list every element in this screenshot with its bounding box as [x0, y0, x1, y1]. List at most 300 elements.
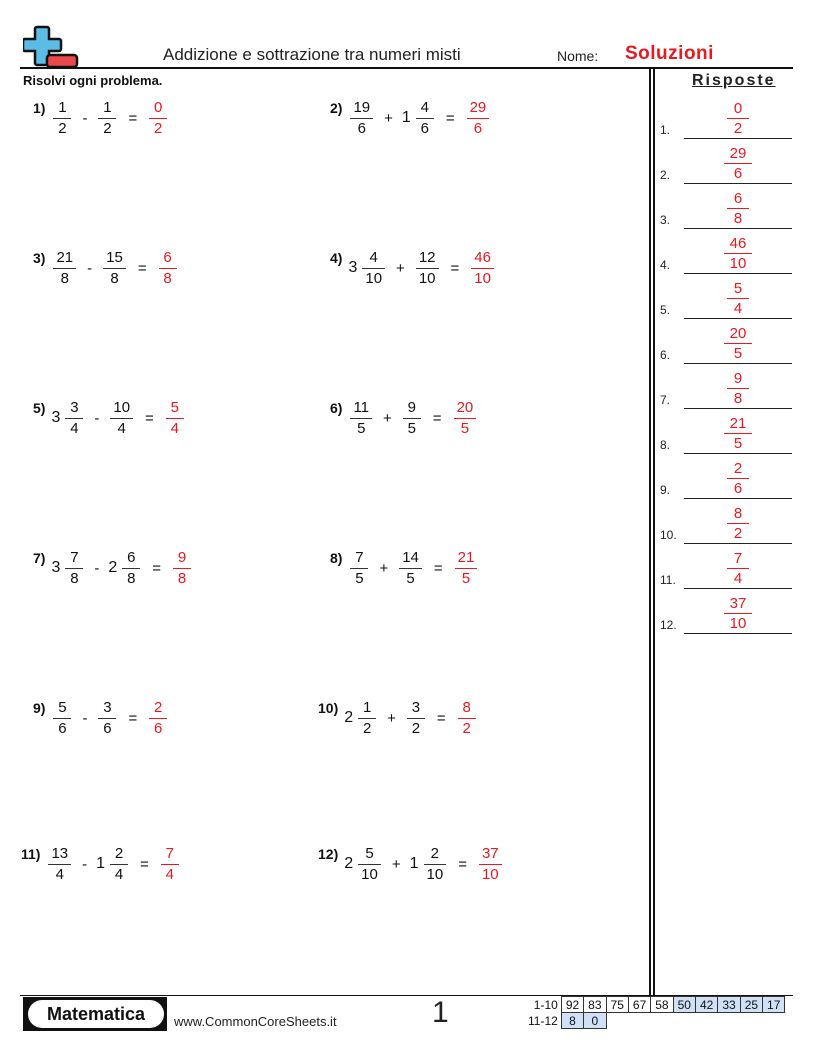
denominator: 10: [418, 269, 436, 287]
numerator: 37: [729, 595, 747, 612]
operator: -: [82, 109, 88, 127]
answer-row-8: [660, 409, 792, 454]
numerator: 4: [369, 248, 378, 266]
score-row: [524, 1013, 785, 1029]
numerator: 6: [733, 190, 743, 207]
numerator: 3: [70, 398, 79, 416]
fraction-bar: [53, 268, 76, 269]
answer-row-11: [660, 544, 792, 589]
numerator: 29: [729, 145, 747, 162]
denominator: 6: [154, 719, 163, 737]
numerator: 0: [154, 98, 163, 116]
denominator: 5: [407, 419, 416, 437]
denominator: 6: [58, 719, 67, 737]
fraction-bar: [161, 864, 179, 865]
denominator: 5: [460, 419, 470, 437]
equals-sign: =: [140, 855, 149, 873]
problem-2: [330, 96, 491, 140]
numerator: 3: [411, 698, 421, 716]
score-cell-empty: [740, 1013, 762, 1029]
denominator: 10: [481, 865, 499, 883]
equals-sign: =: [433, 559, 443, 577]
numerator: 3: [103, 698, 112, 716]
operator: -: [82, 855, 88, 873]
column-divider: [653, 68, 655, 996]
header-divider: [20, 67, 793, 69]
equals-sign: =: [450, 259, 460, 277]
problem-3: [33, 246, 179, 290]
numerator: 21: [56, 248, 74, 266]
answer-row-4: [660, 229, 792, 274]
mixed-number: [108, 399, 135, 438]
answer-row-3: [660, 184, 792, 229]
operator: +: [387, 709, 396, 727]
fraction-bar: [149, 118, 167, 119]
answer-row-5: [660, 274, 792, 319]
whole-part: 3: [51, 409, 61, 426]
answer: [147, 699, 169, 738]
score-cell-empty: [763, 1013, 785, 1029]
column-divider: [649, 68, 651, 996]
answer: [452, 399, 479, 438]
operator: +: [384, 109, 393, 127]
fraction: [362, 249, 385, 288]
mixed-number: [414, 249, 441, 288]
numerator: 13: [51, 844, 69, 862]
denominator: 2: [462, 719, 471, 737]
score-cell: 25: [740, 997, 762, 1013]
name-value: Soluzioni: [625, 43, 714, 64]
problem-5: [33, 396, 186, 440]
problem-number: 1): [33, 100, 46, 116]
answer-label: 10.: [660, 528, 677, 542]
problem-number: 9): [33, 700, 46, 716]
numerator: 9: [407, 398, 416, 416]
denominator: 8: [733, 390, 743, 407]
problem-9: [33, 696, 169, 740]
numerator: 11: [353, 398, 370, 416]
denominator: 2: [733, 120, 743, 137]
score-cell: 33: [718, 997, 740, 1013]
score-cell: 67: [628, 997, 650, 1013]
score-cell: 58: [651, 997, 673, 1013]
fraction-bar: [727, 568, 749, 569]
answer-row-2: [660, 139, 792, 184]
numerator: 0: [733, 100, 743, 117]
denominator: 10: [361, 865, 378, 883]
fraction: [350, 399, 372, 438]
denominator: 4: [165, 865, 174, 883]
problem-number: 2): [330, 100, 343, 116]
score-cell: 0: [584, 1013, 606, 1029]
equals-sign: =: [137, 259, 147, 277]
answer-fraction: [715, 190, 761, 227]
fraction-bar: [727, 208, 749, 209]
denominator: 8: [733, 210, 743, 227]
fraction: [358, 845, 381, 884]
numerator: 20: [729, 325, 747, 342]
score-cell-empty: [606, 1013, 628, 1029]
fraction-bar: [399, 568, 422, 569]
score-cell: 92: [561, 997, 583, 1013]
answer-row-7: [660, 364, 792, 409]
answer-fraction: [715, 100, 761, 137]
answer-label: 12.: [660, 618, 677, 632]
fraction: [479, 845, 502, 884]
answer-fraction: [715, 280, 761, 317]
fraction-bar: [53, 118, 71, 119]
fraction-bar: [424, 864, 447, 865]
numerator: 46: [474, 248, 491, 266]
score-cell: 17: [763, 997, 785, 1013]
numerator: 5: [170, 398, 179, 416]
numerator: 9: [733, 370, 743, 387]
problem-number: 4): [330, 250, 343, 266]
denominator: 4: [170, 419, 179, 437]
fraction: [467, 99, 490, 138]
fraction-bar: [98, 718, 116, 719]
fraction-bar: [65, 568, 83, 569]
fraction: [103, 249, 126, 288]
fraction: [454, 399, 477, 438]
fraction: [416, 249, 439, 288]
fraction-bar: [173, 568, 191, 569]
answer: [456, 699, 478, 738]
denominator: 6: [420, 119, 429, 137]
name-label: Nome:: [557, 48, 599, 64]
answer-label: 11.: [660, 573, 676, 587]
answer-label: 5.: [660, 303, 671, 317]
denominator: 8: [163, 269, 172, 287]
numerator: 7: [165, 844, 174, 862]
denominator: 4: [55, 865, 64, 883]
numerator: 2: [430, 844, 440, 862]
denominator: 5: [355, 569, 364, 587]
answer-fraction: [715, 235, 761, 272]
score-cell-empty: [628, 1013, 650, 1029]
mixed-number: [348, 249, 387, 288]
fraction-bar: [358, 864, 381, 865]
operator: +: [396, 259, 405, 277]
denominator: 10: [474, 269, 491, 287]
numerator: 7: [355, 548, 364, 566]
fraction-bar: [166, 418, 184, 419]
denominator: 5: [733, 345, 743, 362]
fraction-bar: [724, 613, 752, 614]
numerator: 7: [70, 548, 79, 566]
mixed-number: [348, 399, 374, 438]
numerator: 20: [456, 398, 474, 416]
denominator: 4: [114, 865, 124, 883]
brand-badge: Matematica: [28, 1000, 164, 1028]
fraction-bar: [416, 268, 439, 269]
fraction: [98, 699, 116, 738]
numerator: 9: [177, 548, 187, 566]
whole-part: 2: [344, 855, 354, 872]
fraction-bar: [350, 418, 372, 419]
fraction-bar: [65, 418, 83, 419]
answer-label: 8.: [660, 438, 671, 452]
operator: +: [383, 409, 392, 427]
answer-label: 7.: [660, 393, 671, 407]
denominator: 8: [177, 569, 187, 587]
answer-fraction: [715, 460, 761, 497]
page-number: 1: [432, 996, 449, 1029]
numerator: 15: [106, 248, 123, 266]
mixed-number: [51, 249, 78, 288]
fraction: [416, 99, 434, 138]
operator: +: [391, 855, 401, 873]
answer-fraction: [715, 325, 761, 362]
fraction: [350, 99, 373, 138]
score-cell: 8: [561, 1013, 583, 1029]
denominator: 6: [733, 165, 743, 182]
denominator: 2: [733, 525, 743, 542]
mixed-number: [101, 249, 128, 288]
fraction: [161, 845, 179, 884]
mixed-number: [96, 99, 118, 138]
equals-sign: =: [445, 109, 455, 127]
score-range-label: 11-12: [528, 1013, 558, 1028]
equals-sign: =: [152, 559, 162, 577]
fraction-bar: [110, 864, 128, 865]
answer-row-10: [660, 499, 792, 544]
numerator: 6: [127, 548, 136, 566]
fraction-bar: [122, 568, 140, 569]
fraction-bar: [727, 118, 749, 119]
numerator: 5: [58, 698, 67, 716]
problem-number: 11): [21, 846, 41, 862]
mixed-number: [402, 99, 436, 138]
numerator: 4: [420, 98, 429, 116]
mixed-number: [348, 99, 375, 138]
numerator: 21: [729, 415, 747, 432]
fraction-bar: [724, 253, 752, 254]
fraction-bar: [727, 478, 749, 479]
answer-fraction: [715, 370, 761, 407]
answer-fraction: [715, 550, 761, 587]
numerator: 5: [365, 844, 374, 862]
fraction: [149, 699, 167, 738]
operator: -: [94, 559, 100, 577]
fraction: [65, 549, 83, 588]
mixed-number: [96, 845, 130, 884]
plus-minus-logo-icon: [23, 25, 79, 69]
answer: [453, 549, 480, 588]
operator: +: [379, 559, 389, 577]
answer-row-9: [660, 454, 792, 499]
problem-6: [330, 396, 478, 440]
answer-fraction: [715, 595, 761, 632]
score-cell-empty: [718, 1013, 740, 1029]
mixed-number: [397, 549, 424, 588]
fraction: [458, 699, 476, 738]
fraction-bar: [149, 718, 167, 719]
problem-number: 12): [318, 846, 339, 862]
denominator: 5: [357, 419, 366, 437]
equals-sign: =: [128, 109, 138, 127]
denominator: 4: [733, 300, 743, 317]
mixed-number: [51, 699, 73, 738]
fraction-bar: [471, 268, 494, 269]
fraction-bar: [407, 718, 425, 719]
score-cell-empty: [673, 1013, 695, 1029]
score-range-label: 1-10: [533, 997, 558, 1012]
fraction-bar: [458, 718, 476, 719]
answer-label: 6.: [660, 348, 671, 362]
answer: [171, 549, 193, 588]
fraction: [110, 845, 128, 884]
answer-label: 1.: [660, 123, 671, 137]
problem-1: [33, 96, 169, 140]
denominator: 2: [58, 119, 67, 137]
score-cell-empty: [651, 1013, 673, 1029]
fraction: [98, 99, 116, 138]
mixed-number: [96, 699, 118, 738]
equals-sign: =: [145, 409, 154, 427]
fraction: [173, 549, 191, 588]
denominator: 6: [733, 480, 743, 497]
mixed-number: [344, 845, 383, 884]
answer-row-6: [660, 319, 792, 364]
numerator: 2: [733, 460, 743, 477]
denominator: 5: [733, 435, 743, 452]
problem-number: 6): [330, 400, 343, 416]
fraction: [53, 699, 71, 738]
fraction: [399, 549, 422, 588]
fraction: [407, 699, 425, 738]
worksheet-title: Addizione e sottrazione tra numeri misti: [163, 45, 461, 64]
answer-fraction: [715, 145, 761, 182]
equals-sign: =: [458, 855, 467, 873]
fraction-bar: [467, 118, 490, 119]
answer: [469, 249, 496, 288]
fraction-bar: [727, 388, 749, 389]
denominator: 5: [406, 569, 415, 587]
mixed-number: [401, 399, 423, 438]
answer: [147, 99, 169, 138]
score-cell: 75: [606, 997, 628, 1013]
numerator: 29: [469, 98, 487, 116]
fraction-bar: [454, 418, 477, 419]
fraction-bar: [358, 718, 376, 719]
problem-number: 8): [330, 550, 343, 566]
answer-label: 9.: [660, 483, 671, 497]
answer: [477, 845, 504, 884]
fraction: [149, 99, 167, 138]
problem-8: [330, 546, 479, 590]
fraction-bar: [403, 418, 421, 419]
operator: -: [82, 709, 88, 727]
numerator: 12: [418, 248, 436, 266]
whole-part: 1: [96, 855, 106, 872]
problem-10: [318, 696, 478, 740]
denominator: 8: [110, 269, 119, 287]
mixed-number: [108, 549, 142, 588]
numerator: 1: [58, 98, 67, 116]
numerator: 10: [113, 398, 131, 416]
equals-sign: =: [436, 709, 446, 727]
fraction-bar: [53, 718, 71, 719]
answer-row-12: [660, 589, 792, 634]
fraction-bar: [416, 118, 434, 119]
mixed-number: [51, 399, 85, 438]
denominator: 2: [154, 119, 163, 137]
denominator: 10: [729, 255, 747, 272]
numerator: 21: [457, 548, 475, 566]
whole-part: 1: [401, 109, 411, 126]
denominator: 4: [733, 570, 743, 587]
fraction: [350, 549, 368, 588]
denominator: 5: [461, 569, 471, 587]
numerator: 6: [163, 248, 172, 266]
denominator: 2: [362, 719, 372, 737]
fraction-bar: [159, 268, 177, 269]
fraction: [471, 249, 494, 288]
numerator: 5: [733, 280, 743, 297]
fraction-bar: [455, 568, 478, 569]
fraction: [122, 549, 140, 588]
numerator: 8: [733, 505, 743, 522]
problem-11: [21, 842, 181, 886]
denominator: 6: [103, 719, 112, 737]
equals-sign: =: [128, 709, 138, 727]
whole-part: 3: [51, 559, 61, 576]
answer-row-1: [660, 94, 792, 139]
equals-sign: =: [432, 409, 442, 427]
numerator: 37: [481, 844, 499, 862]
fraction: [403, 399, 421, 438]
problem-4: [330, 246, 496, 290]
fraction-bar: [479, 864, 502, 865]
mixed-number: [46, 845, 73, 884]
mixed-number: [405, 699, 427, 738]
denominator: 4: [117, 419, 126, 437]
answer: [164, 399, 186, 438]
problem-number: 10): [318, 700, 339, 716]
fraction-bar: [350, 118, 373, 119]
operator: -: [94, 409, 100, 427]
whole-part: 2: [108, 559, 118, 576]
mixed-number: [51, 99, 73, 138]
fraction-bar: [362, 268, 385, 269]
numerator: 1: [103, 98, 112, 116]
answer-fraction: [715, 415, 761, 452]
denominator: 6: [473, 119, 483, 137]
score-cell: 50: [673, 997, 695, 1013]
problem-12: [318, 842, 504, 886]
answer-label: 4.: [660, 258, 671, 272]
problem-number: 3): [33, 250, 46, 266]
website-link[interactable]: www.CommonCoreSheets.it: [174, 1014, 337, 1029]
fraction-bar: [727, 523, 749, 524]
answer: [159, 845, 181, 884]
fraction: [159, 249, 177, 288]
numerator: 1: [362, 698, 372, 716]
problem-number: 5): [33, 400, 46, 416]
score-cell-empty: [695, 1013, 717, 1029]
score-row: [524, 997, 785, 1013]
denominator: 8: [70, 569, 79, 587]
fraction: [53, 99, 71, 138]
answer-label: 2.: [660, 168, 671, 182]
denominator: 10: [426, 865, 444, 883]
score-table: [524, 996, 785, 1029]
fraction-bar: [98, 118, 116, 119]
answer: [465, 99, 492, 138]
fraction-bar: [727, 298, 749, 299]
fraction-bar: [110, 418, 133, 419]
